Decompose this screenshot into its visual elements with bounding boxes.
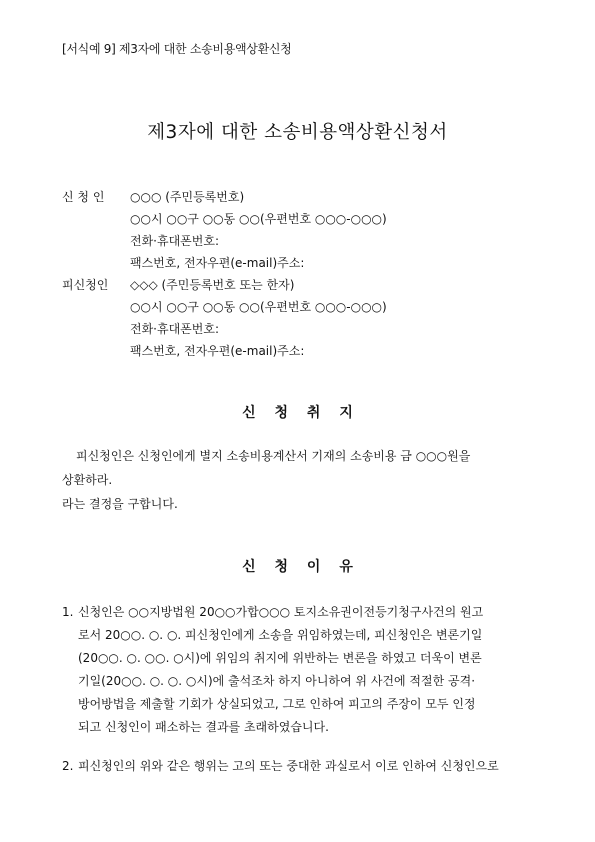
purpose-line: 상환하라.	[62, 473, 113, 487]
respondent-row-1	[62, 274, 542, 296]
respondent-fax-email-line: 팩스번호, 전자우편(e-mail)주소:	[130, 344, 305, 358]
applicant-role-label: 신 청 인	[62, 190, 105, 204]
applicant-row-1	[62, 186, 542, 208]
respondent-address-line: ○○시 ○○구 ○○동 ○○(우편번호 ○○○-○○○)	[130, 300, 387, 314]
respondent-phone-line: 전화·휴대폰번호:	[130, 322, 220, 336]
reason-line	[62, 601, 522, 624]
reason-line: 방어방법을 제출할 기회가 상실되었고, 그로 인하여 피고의 주장이 모두 인정	[78, 697, 476, 711]
purpose-line: 라는 결정을 구합니다.	[62, 497, 178, 511]
applicant-row-3	[62, 230, 542, 252]
reason-line	[62, 755, 522, 778]
respondent-name-line: ◇◇◇ (주민등록번호 또는 한자)	[130, 278, 295, 292]
reason-line: 로서 20○○. ○. ○. 피신청인에게 소송을 위임하였는데, 피신청인은 변론기일	[78, 628, 483, 642]
reasons-heading: 신 청 이 유	[242, 559, 353, 575]
applicant-name-line: ○○○ (주민등록번호)	[130, 190, 245, 204]
purpose-heading: 신 청 취 지	[242, 405, 353, 421]
applicant-row-2	[62, 208, 542, 230]
respondent-row-3	[62, 318, 542, 340]
applicant-address-line: ○○시 ○○구 ○○동 ○○(우편번호 ○○○-○○○)	[130, 212, 387, 226]
reason-item	[62, 755, 522, 778]
respondent-role-label: 피신청인	[62, 278, 109, 292]
reason-number: 1.	[62, 605, 74, 619]
reason-line: (20○○. ○. ○○. ○시)에 위임의 취지에 위반하는 변론을 하였고 더욱이 변론	[78, 651, 482, 665]
reason-text: 피신청인의 위와 같은 행위는 고의 또는 중대한 과실로서 이로 인하여 신청인으로	[78, 759, 499, 773]
reason-text: 신청인은 ○○지방법원 20○○가합○○○ 토지소유권이전등기청구사건의 원고	[78, 605, 484, 619]
reason-item	[62, 601, 522, 739]
reasons-list	[62, 601, 522, 778]
respondent-row-2	[62, 296, 542, 318]
reason-line: 기일(20○○. ○. ○. ○시)에 출석조차 하지 아니하여 위 사건에 적절한 공격·	[78, 674, 476, 688]
purpose-paragraph	[62, 444, 522, 516]
document-title: 제3자에 대한 소송비용액상환신청서	[147, 122, 448, 143]
applicant-phone-line: 전화·휴대폰번호:	[130, 234, 220, 248]
purpose-line: 피신청인은 신청인에게 별지 소송비용계산서 기재의 소송비용 금 ○○○원을	[76, 449, 471, 463]
form-label: [서식예 9] 제3자에 대한 소송비용액상환신청	[62, 42, 292, 56]
respondent-row-4	[62, 340, 542, 362]
applicant-fax-email-line: 팩스번호, 전자우편(e-mail)주소:	[130, 256, 305, 270]
reason-number: 2.	[62, 759, 74, 773]
reason-line: 되고 신청인이 패소하는 결과를 초래하였습니다.	[78, 720, 329, 734]
party-info-block	[62, 186, 542, 362]
applicant-row-4	[62, 252, 542, 274]
